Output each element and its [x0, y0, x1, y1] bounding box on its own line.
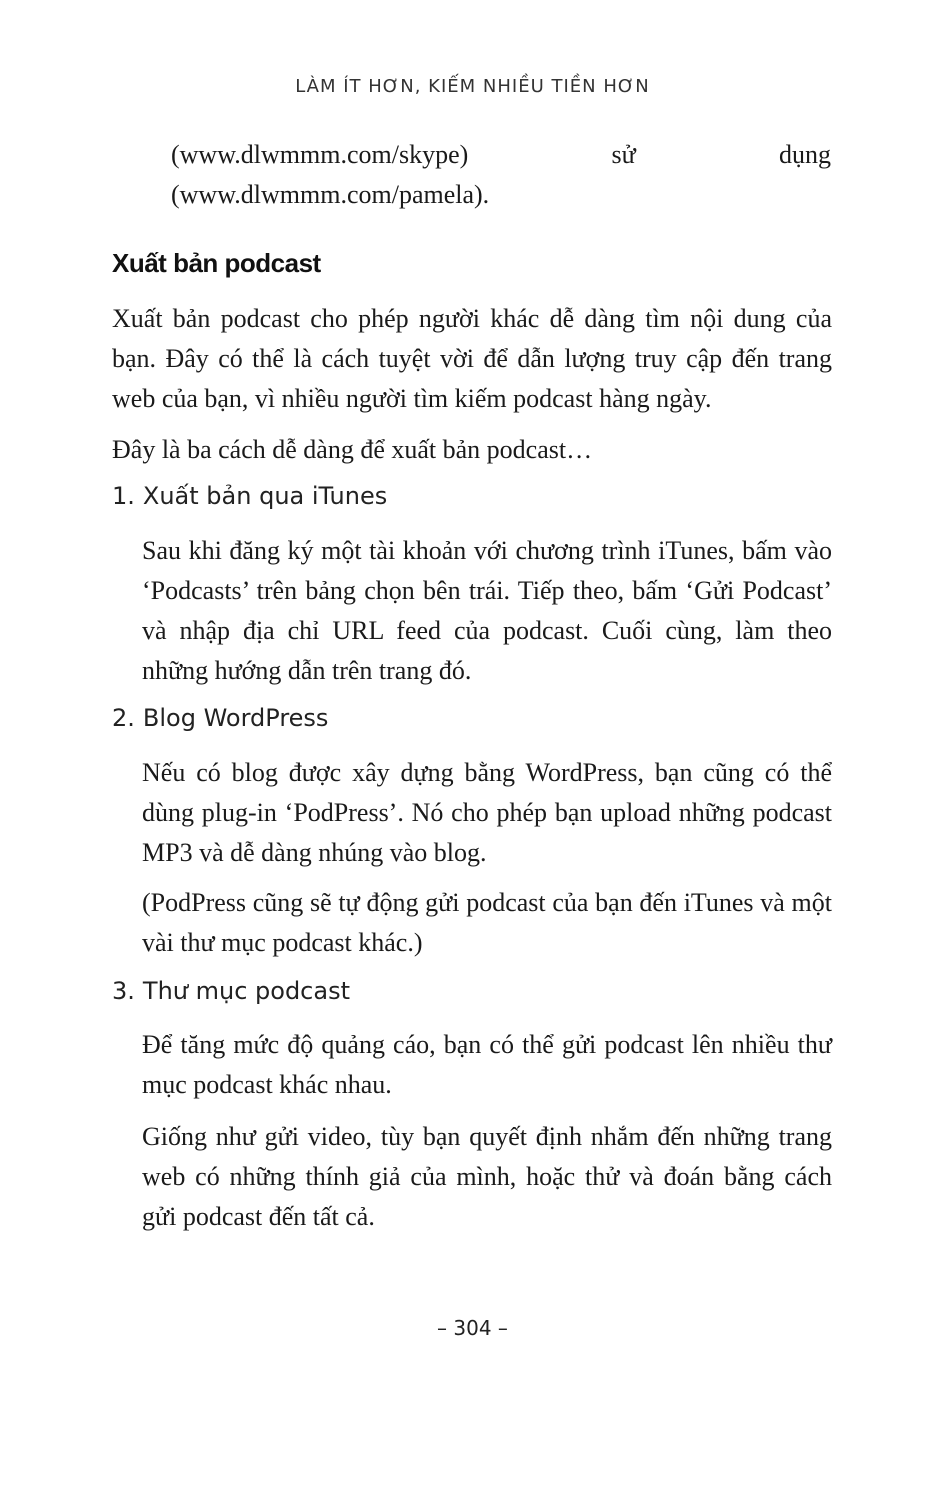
list-item-title	[112, 704, 328, 732]
list-item-label: Blog WordPress	[142, 704, 329, 732]
list-item-paragraph: (PodPress cũng sẽ tự động gửi podcast của bạn đến iTunes và một vài thư mục podcast khác.)	[142, 888, 832, 957]
lead-paragraph: Đây là ba cách dễ dàng để xuất bản podcast…	[112, 435, 593, 464]
list-item-title	[112, 482, 387, 510]
list-item-number: 2.	[112, 704, 135, 732]
page-number: – 304 –	[437, 1316, 508, 1340]
section-heading: Xuất bản podcast	[112, 248, 321, 278]
list-item-number: 3.	[112, 977, 135, 1005]
list-item-paragraph: Để tăng mức độ quảng cáo, bạn có thể gửi podcast lên nhiều thư mục podcast khác nhau.	[142, 1030, 832, 1099]
list-item-paragraph: Giống như gửi video, tùy bạn quyết định nhắm đến những trang web có những thính giả của mình, hoặc thử và đoán bằng cách gửi podcast đến tất cả.	[142, 1122, 832, 1231]
list-item-title	[112, 977, 350, 1005]
list-item-paragraph: Nếu có blog được xây dựng bằng WordPress, bạn cũng có thể dùng plug-in ‘PodPress’. Nó cho phép bạn upload những podcast MP3 và dễ dàng nhúng vào blog.	[142, 758, 832, 867]
list-item-paragraph: Sau khi đăng ký một tài khoản với chương trình iTunes, bấm vào ‘Podcasts’ trên bảng chọn bên trái. Tiếp theo, bấm ‘Gửi Podcast’ và nhập địa chỉ URL feed của podcast. Cuối cùng, làm theo những hướng dẫn trên trang đó.	[142, 536, 832, 685]
running-header: LÀM ÍT HƠN, KIẾM NHIỀU TIỀN HƠN	[295, 76, 650, 97]
list-item-label: Xuất bản qua iTunes	[142, 482, 388, 510]
list-item-label: Thư mục podcast	[142, 977, 350, 1005]
continuation-paragraph: (www.dlwmmm.com/skype) sử dụng (www.dlwmmm.com/pamela).	[171, 140, 831, 209]
list-item-number: 1.	[112, 482, 135, 510]
intro-paragraph: Xuất bản podcast cho phép người khác dễ dàng tìm nội dung của bạn. Đây có thể là cách tuyệt vời để dẫn lượng truy cập đến trang web của bạn, vì nhiều người tìm kiếm podcast hàng ngày.	[112, 304, 832, 413]
